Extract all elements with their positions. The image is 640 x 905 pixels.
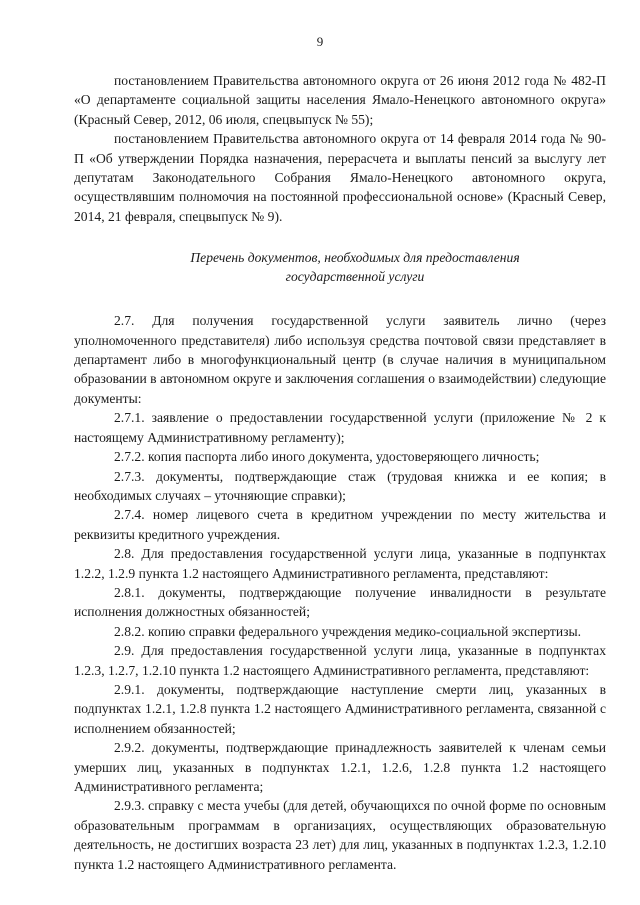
section-heading-line-2: государственной услуги xyxy=(285,269,425,285)
section-heading-line-1: Перечень документов, необходимых для предоставления xyxy=(190,250,520,266)
paragraph-2-7-3: 2.7.3. документы, подтверждающие стаж (трудовая книжка и ее копия; в необходимых случаях – уточняющие справки); xyxy=(74,468,606,503)
paragraph-2-8-2: 2.8.2. копию справки федерального учреждения медико-социальной экспертизы. xyxy=(114,623,582,639)
paragraph-2-9-3: 2.9.3. справку с места учебы (для детей, обучающихся по очной форме по основным образовательным программам в организациях, осуществляющих образовательную деятельность, не достигших возраста 23 лет) для лиц, указанных в подпунктах 1.2.3, 1.2.10 пункта 1.2 настоящего Административного регламента. xyxy=(74,798,606,872)
paragraph-2-7: 2.7. Для получения государственной услуги заявитель лично (через уполномоченного представителя) либо используя средства почтовой связи представляет в департамент либо в многофункциональный центр (в случае наличия в муниципальном образовании в автономном округе и заключения соглашения о взаимодействии) следующие документы: xyxy=(74,313,606,406)
paragraph-resolution-482: постановлением Правительства автономного округа от 26 июня 2012 года № 482-П «О департаменте социальной защиты населения Ямало-Ненецкого автономного округа» (Красный Север, 2012, 06 июля, спецвыпуск № 55); xyxy=(74,73,606,127)
paragraph-2-7-1: 2.7.1. заявление о предоставлении государственной услуги (приложение № 2 к настоящему Административному регламенту); xyxy=(74,410,606,445)
legal-references xyxy=(74,71,606,226)
paragraph-2-9: 2.9. Для предоставления государственной услуги лица, указанные в подпунктах 1.2.3, 1.2.7, 1.2.10 пункта 1.2 настоящего Административного регламента, представляют: xyxy=(74,643,606,678)
paragraph-2-8-1: 2.8.1. документы, подтверждающие получение инвалидности в результате исполнения должностных обязанностей; xyxy=(74,584,606,620)
paragraph-resolution-90: постановлением Правительства автономного округа от 14 февраля 2014 года № 90-П «Об утверждении Порядка назначения, перерасчета и выплаты пенсий за выслугу лет депутатам Законодательного Собрания Ямало-Ненецкого автономного округа, осуществлявшим полномочия на постоянной профессиональной основе» (Красный Север, 2014, 21 февраля, спецвыпуск № 9). xyxy=(74,131,606,224)
paragraph-2-7-2: 2.7.2. копия паспорта либо иного документа, удостоверяющего личность; xyxy=(114,449,540,465)
page-number: 9 xyxy=(316,34,324,49)
paragraph-2-9-1: 2.9.1. документы, подтверждающие наступление смерти лиц, указанных в подпунктах 1.2.1, 1.2.8 пункта 1.2 настоящего Административного регламента, связанной с исполнением обязанностей; xyxy=(74,681,606,736)
paragraph-2-7-4: 2.7.4. номер лицевого счета в кредитном учреждении по месту жительства и реквизиты кредитного учреждения. xyxy=(74,507,606,542)
paragraph-2-8: 2.8. Для предоставления государственной услуги лица, указанные в подпунктах 1.2.2, 1.2.9 пункта 1.2 настоящего Административного регламента, представляют: xyxy=(74,546,606,581)
paragraph-2-9-2: 2.9.2. документы, подтверждающие принадлежность заявителей к членам семьи умерших лиц, указанных в подпунктах 1.2.1, 1.2.6, 1.2.8 пункта 1.2 настоящего Административного регламента; xyxy=(74,740,606,794)
documents-list xyxy=(74,311,606,874)
section-heading xyxy=(74,248,606,286)
